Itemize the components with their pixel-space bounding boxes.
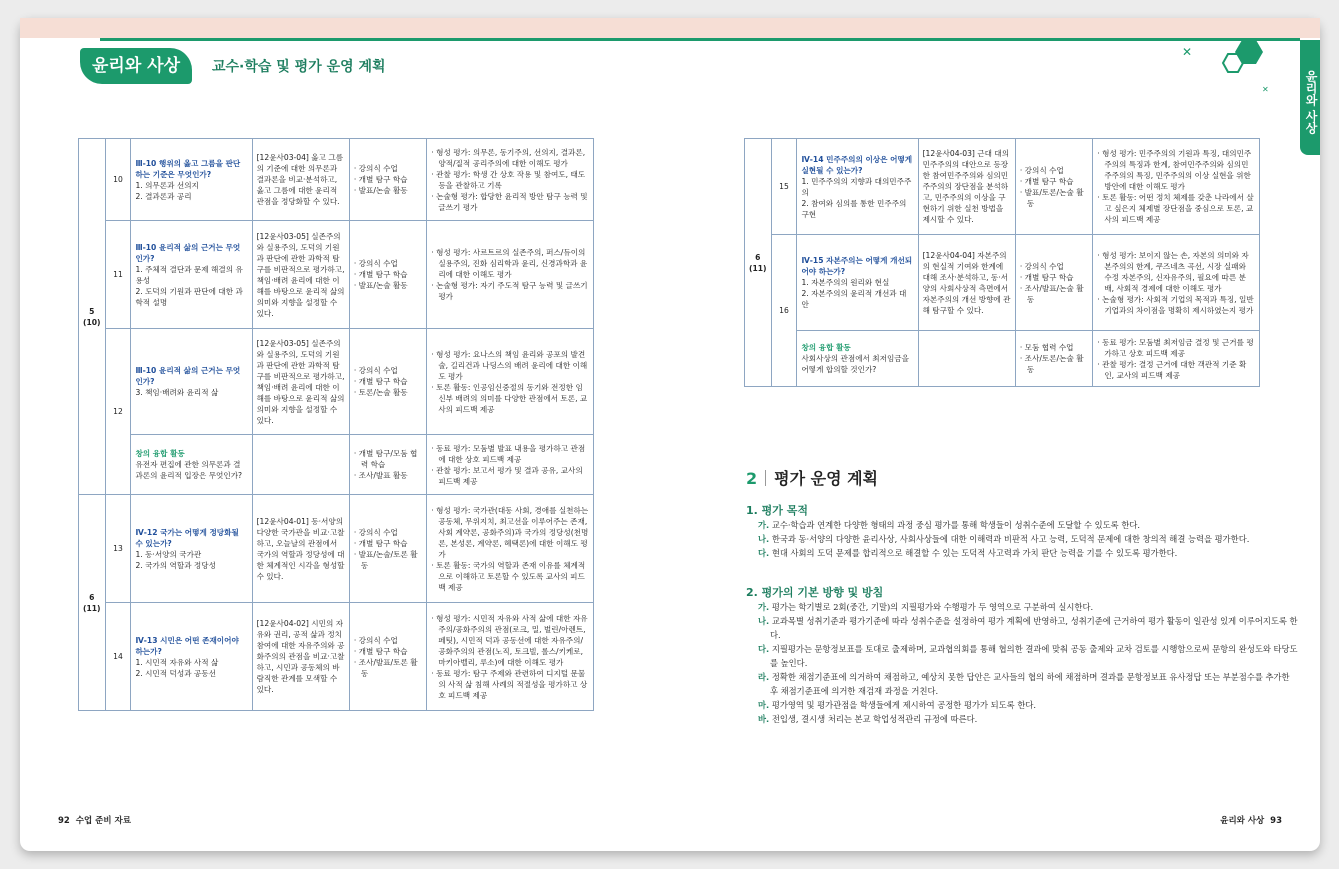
eval-item: · 형성 평가: 민주주의의 기원과 특징, 대의민주주의의 특징과 한계, 참여민주주의와 심의민주주의의 특징, 민주주의의 이상 실현을 위한 방안에 대한 이해도 평가 — [1097, 149, 1252, 191]
lesson-num: 12 — [105, 329, 131, 495]
unit-sub: 1. 의무론과 선의지 — [135, 180, 199, 190]
eval-cell — [427, 221, 594, 329]
unit-cell — [131, 435, 252, 495]
method-item: · 조사/발표/논술 활동 — [1019, 283, 1084, 304]
activity-question: 사회사상의 관점에서 최저임금을 어떻게 합의할 것인가? — [801, 354, 909, 374]
unit-cell — [131, 329, 252, 435]
method-item: · 개별 탐구 학습 — [353, 646, 408, 656]
table-row — [79, 603, 594, 711]
method-item: · 조사/토론/논술 활동 — [1019, 354, 1084, 374]
method-cell — [349, 603, 426, 711]
lesson-num: 11 — [105, 221, 131, 329]
side-tab: 윤리와 사상 — [1300, 40, 1320, 155]
eval-item: · 관찰 평가: 보고서 평가 및 결과 공유, 교사의 피드백 제공 — [431, 465, 583, 486]
lesson-num: 15 — [771, 139, 797, 235]
method-item: · 강의식 수업 — [353, 635, 398, 645]
table-row — [745, 331, 1260, 387]
unit-sub: 3. 책임·배려와 윤리적 삶 — [135, 388, 219, 397]
eval-item: · 형성 평가: 보이지 않는 손, 자본의 의미와 자본주의의 한계, 쿠즈네츠 곡선, 시장 실패와 수정 자본주의, 신자유주의, 필요에 따른 분배, 사회적 경제에 대한 이해도 평가 — [1097, 250, 1249, 293]
list-item: 다. 현대 사회의 도덕 문제를 합리적으로 해결할 수 있는 도덕적 사고력과 가치 판단 능력을 기를 수 있도록 평가한다. — [758, 548, 1178, 558]
standard-cell: [12윤사04-01] 동·서양의 다양한 국가관을 비교·고찰하고, 오늘날의 관점에서 국가의 역할과 정당성에 대한 체계적인 시각을 형성할 수 있다. — [252, 495, 349, 603]
unit-sub: 2. 자본주의의 윤리적 개선과 대안 — [801, 289, 907, 309]
method-item: · 토론/논술 활동 — [353, 388, 408, 397]
method-item: · 강의식 수업 — [1019, 165, 1064, 175]
method-cell — [1015, 235, 1093, 331]
eval-item: · 논술형 평가: 합당한 윤리적 방안 탐구 능력 및 글쓰기 평가 — [431, 191, 588, 212]
section-title: 평가 운영 계획 — [774, 469, 879, 488]
unit-title: Ⅳ-14 민주주의의 이상은 어떻게 실현될 수 있는가? — [801, 154, 913, 175]
method-item: · 강의식 수업 — [353, 366, 398, 375]
eval-item: · 토론 활동: 어떤 정치 체제를 갖춘 나라에서 살고 싶은지 체제별 장단점을 중심으로 토론, 교사의 피드백 제공 — [1097, 193, 1254, 224]
unit-title: Ⅲ-10 행위의 옳고 그름을 판단하는 기준은 무엇인가? — [135, 158, 241, 179]
eval-item: · 동료 평가: 탐구 주제와 관련하여 디지털 문물의 사적 삶 침해 사례의 적절성을 평가하고 상호 피드백 제공 — [431, 668, 588, 700]
method-item: · 강의식 수업 — [353, 259, 398, 268]
footer-left: 92 수업 준비 자료 — [58, 816, 131, 826]
direction-list — [758, 600, 1298, 726]
method-item: · 모둠 협력 수업 — [1019, 343, 1074, 352]
eval-cell — [1093, 235, 1260, 331]
eval-cell — [427, 603, 594, 711]
lesson-num: 16 — [771, 235, 797, 387]
eval-item: · 형성 평가: 시민적 자유와 사적 삶에 대한 자유주의/공화주의의 관점(로크, 밀, 벌린/아렌트, 페팃), 시민적 덕과 공동선에 대한 자유주의/공화주의의 관점(노직, 토크빌, 롤스/키케로, 마키아벨리, 루소)에 대한 이해도 평가 — [431, 613, 588, 667]
method-item: · 개별 탐구 학습 — [353, 270, 408, 279]
svg-text:✕: ✕ — [1262, 85, 1269, 94]
unit-sub: 1. 민주주의의 지향과 대의민주주의 — [801, 176, 912, 197]
unit-title: Ⅲ-10 윤리적 삶의 근거는 무엇인가? — [135, 366, 241, 386]
method-cell — [349, 435, 426, 495]
table-row — [79, 435, 594, 495]
unit-title: Ⅳ-12 국가는 어떻게 정당화될 수 있는가? — [135, 527, 239, 548]
table-row — [79, 329, 594, 435]
method-item: · 강의식 수업 — [353, 527, 398, 537]
table-row — [79, 221, 594, 329]
list-item: 가. 평가는 학기별로 2회(중간, 기말)의 지필평가와 수행평가 두 영역으로 구분하여 실시한다. — [758, 602, 1094, 612]
week-cell: 6 (11) — [745, 139, 772, 387]
subheading-purpose: 1. 평가 목적 — [746, 504, 808, 517]
method-item: · 발표/논술 활동 — [353, 281, 408, 290]
eval-cell — [427, 435, 594, 495]
unit-cell — [131, 139, 252, 221]
unit-sub: 2. 참여와 심의를 통한 민주주의 구현 — [801, 198, 907, 219]
list-item: 다. 지필평가는 문항정보표를 토대로 출제하며, 교과협의회를 통해 협의한 결과에 맞춰 공동 출제와 교차 검토를 시행함으로써 문항의 완성도와 타당도를 높인다. — [758, 644, 1298, 668]
method-item: · 개별 탐구 학습 — [353, 377, 408, 386]
method-item: · 발표/논술/토론 활동 — [353, 549, 418, 570]
method-item: · 개별 탐구 학습 — [1019, 272, 1074, 282]
list-item: 나. 교과목별 성취기준과 평가기준에 따라 성취수준을 설정하여 평가 계획에 반영하고, 성취기준에 근거하여 평가 활동이 일관성 있게 이루어지도록 한다. — [758, 616, 1298, 640]
method-item: · 개별 탐구 학습 — [1019, 176, 1074, 186]
header-rule — [100, 38, 1300, 41]
unit-sub: 2. 국가의 역할과 정당성 — [135, 560, 216, 570]
unit-cell — [797, 139, 918, 235]
eval-cell — [427, 329, 594, 435]
eval-item: · 형성 평가: 사르트르의 실존주의, 퍼스/듀이의 실용주의, 진화 심리학과 윤리, 신경과학과 윤리에 대한 이해도 평가 — [431, 248, 588, 279]
lesson-num: 14 — [105, 603, 131, 711]
table-row — [745, 139, 1260, 235]
list-item: 바. 전입생, 결시생 처리는 본교 학업성적관리 규정에 따른다. — [758, 714, 978, 724]
eval-item: · 관찰 평가: 결정 근거에 대한 객관적 기준 확인, 교사의 피드백 제공 — [1097, 359, 1247, 380]
unit-title: Ⅳ-13 시민은 어떤 존재이어야 하는가? — [135, 635, 239, 656]
method-item: · 개별 탐구 학습 — [353, 175, 408, 184]
unit-cell — [131, 603, 252, 711]
method-item: · 개별 탐구/모둠 협력 학습 — [353, 449, 418, 469]
unit-cell — [797, 331, 918, 387]
activity-title: 창의 융합 활동 — [801, 343, 851, 352]
eval-item: · 논술형 평가: 사회적 기업의 목적과 특징, 일반 기업과의 차이점을 명확히 제시하였는지 평가 — [1097, 294, 1254, 315]
unit-cell — [131, 221, 252, 329]
section-heading — [746, 466, 878, 489]
table-row — [79, 495, 594, 603]
right-plan-table — [744, 138, 1260, 387]
divider — [765, 470, 766, 486]
eval-item: · 형성 평가: 국가관(대동 사회, 경애를 실천하는 공동체, 무위지치, 최고선을 이루어주는 존재, 사회 계약론, 공화주의)과 국가의 정당성(천명론, 본성론, 계약론, 혜택론)에 대한 이해도 평가 — [431, 505, 589, 559]
unit-sub: 1. 동·서양의 국가관 — [135, 549, 202, 559]
subject-badge: 윤리와 사상 — [80, 48, 192, 84]
week-cell: 5 (10) — [79, 139, 106, 495]
unit-sub: 1. 자본주의의 원리와 현실 — [801, 278, 890, 287]
hexagon-decoration-icon — [1180, 38, 1270, 94]
unit-sub: 2. 도덕의 기원과 판단에 대한 과학적 설명 — [135, 286, 243, 307]
footer-right: 윤리와 사상 93 — [1220, 816, 1282, 826]
method-item: · 조사/발표 활동 — [353, 471, 408, 480]
unit-sub: 1. 시민적 자유와 사적 삶 — [135, 657, 219, 667]
activity-question: 유전자 편집에 관한 의무론과 결과론의 윤리적 입장은 무엇인가? — [135, 460, 243, 480]
table-row — [745, 235, 1260, 331]
eval-cell — [1093, 139, 1260, 235]
unit-sub: 1. 주체적 결단과 문제 해결의 유용성 — [135, 264, 243, 285]
method-item: · 강의식 수업 — [353, 164, 398, 173]
method-cell — [349, 139, 426, 221]
page-title: 교수·학습 및 평가 운영 계획 — [212, 59, 386, 75]
standard-cell: [12윤사04-02] 시민의 자유와 권리, 공적 삶과 정치참여에 대한 자유주의와 공화주의의 관점을 비교·고찰하고, 시민과 공동체의 바람직한 관계를 모색할 수 있다. — [252, 603, 349, 711]
eval-cell — [427, 139, 594, 221]
method-item: · 조사/발표/토론 활동 — [353, 657, 418, 678]
method-cell — [1015, 139, 1093, 235]
unit-sub: 2. 시민적 덕성과 공동선 — [135, 668, 216, 678]
lesson-num: 10 — [105, 139, 131, 221]
eval-item: · 논술형 평가: 자기 주도적 탐구 능력 및 글쓰기 평가 — [431, 281, 588, 301]
list-item: 나. 한국과 동·서양의 다양한 윤리사상, 사회사상들에 대한 이해력과 비판적 사고 능력, 도덕적 문제에 대한 창의적 해결 능력을 평가한다. — [758, 534, 1250, 544]
method-cell — [349, 329, 426, 435]
method-cell — [349, 495, 426, 603]
eval-item: · 토론 활동: 국가의 역할과 존재 이유를 체계적으로 이해하고 토론할 수 있도록 교사의 피드백 제공 — [431, 560, 586, 592]
method-item: · 발표/토론/논술 활동 — [1019, 187, 1084, 208]
eval-item: · 관찰 평가: 학생 간 상호 작용 및 참여도, 태도 등을 관찰하고 기록 — [431, 169, 586, 190]
eval-item: · 동료 평가: 모둠별 최저임금 결정 및 근거를 평가하고 상호 피드백 제공 — [1097, 337, 1254, 358]
method-item: · 강의식 수업 — [1019, 261, 1064, 271]
week-cell: 6 (11) — [79, 495, 106, 711]
book-spread — [20, 18, 1320, 851]
list-item: 라. 정확한 채점기준표에 의거하여 채점하고, 예상치 못한 답안은 교사들의 협의 하에 채점하며 결과를 문항정보표 유사정답 또는 부분점수를 추가한 후 채점기준표에 의거한 재검재 과정을 거친다. — [758, 672, 1290, 696]
top-band — [20, 18, 1320, 38]
table-row — [79, 139, 594, 221]
unit-sub: 2. 결과론과 공리 — [135, 191, 192, 201]
activity-title: 창의 융합 활동 — [135, 449, 185, 458]
unit-cell — [797, 235, 918, 331]
list-item: 마. 평가영역 및 평가관점을 학생들에게 제시하여 공정한 평가가 되도록 한다. — [758, 700, 1036, 710]
subheading-direction: 2. 평가의 기본 방향 및 방침 — [746, 586, 884, 599]
section-number: 2 — [746, 469, 758, 488]
unit-cell — [131, 495, 252, 603]
eval-item: · 형성 평가: 요나스의 책임 윤리와 공포의 발견술, 길리건과 나딩스의 배려 윤리에 대한 이해도 평가 — [431, 349, 588, 381]
standard-cell: [12윤사04-03] 근대 대의 민주주의의 대안으로 등장한 참여민주주의와 심의민주주의의 장단점을 분석하고, 민주주의의 이상을 구현하기 위한 실천 방법을 제시할 수 있다. — [918, 139, 1015, 235]
unit-title: Ⅲ-10 윤리적 삶의 근거는 무엇인가? — [135, 242, 241, 263]
standard-cell — [252, 435, 349, 495]
standard-cell: [12윤사04-04] 자본주의의 현실적 기여와 한계에 대해 조사·분석하고, 동·서양의 사회사상적 측면에서 자본주의의 개선 방향에 관해 탐구할 수 있다. — [918, 235, 1015, 331]
list-item: 가. 교수·학습과 연계한 다양한 형태의 과정 중심 평가를 통해 학생들이 성취수준에 도달할 수 있도록 한다. — [758, 520, 1140, 530]
purpose-list — [758, 518, 1298, 560]
standard-cell: [12윤사03-04] 옳고 그름의 기준에 대한 의무론과 결과론을 비교·분석하고, 옳고 그름에 대한 윤리적 관점을 정당화할 수 있다. — [252, 139, 349, 221]
svg-text:✕: ✕ — [1182, 45, 1193, 59]
method-cell — [1015, 331, 1093, 387]
left-plan-table — [78, 138, 594, 711]
standard-cell: [12윤사03-05] 실존주의와 실용주의, 도덕의 기원과 판단에 관한 과학적 탐구를 비판적으로 평가하고, 책임·배려 윤리에 대한 이해를 바탕으로 윤리적 삶의 의미와 지향을 설정할 수 있다. — [252, 329, 349, 435]
method-cell — [349, 221, 426, 329]
eval-item: · 형성 평가: 의무론, 동기주의, 선의지, 결과론, 양적/질적 공리주의에 대한 이해도 평가 — [431, 147, 586, 168]
eval-item: · 토론 활동: 인공임신중절의 동기와 전정한 임신부 배려의 의미를 다양한 관점에서 토론, 교사의 피드백 제공 — [431, 382, 588, 414]
eval-item: · 동료 평가: 모둠별 발표 내용을 평가하고 관점에 대한 상호 피드백 제공 — [431, 443, 586, 464]
lesson-num: 13 — [105, 495, 131, 603]
eval-cell — [427, 495, 594, 603]
unit-title: Ⅳ-15 자본주의는 어떻게 개선되어야 하는가? — [801, 256, 913, 276]
method-item: · 개별 탐구 학습 — [353, 538, 408, 548]
standard-cell — [918, 331, 1015, 387]
eval-cell — [1093, 331, 1260, 387]
method-item: · 발표/논술 활동 — [353, 186, 408, 195]
standard-cell: [12윤사03-05] 실존주의와 실용주의, 도덕의 기원과 판단에 관한 과학적 탐구를 비판적으로 평가하고, 책임·배려 윤리에 대한 이해를 바탕으로 윤리적 삶의 의미와 지향을 설정할 수 있다. — [252, 221, 349, 329]
